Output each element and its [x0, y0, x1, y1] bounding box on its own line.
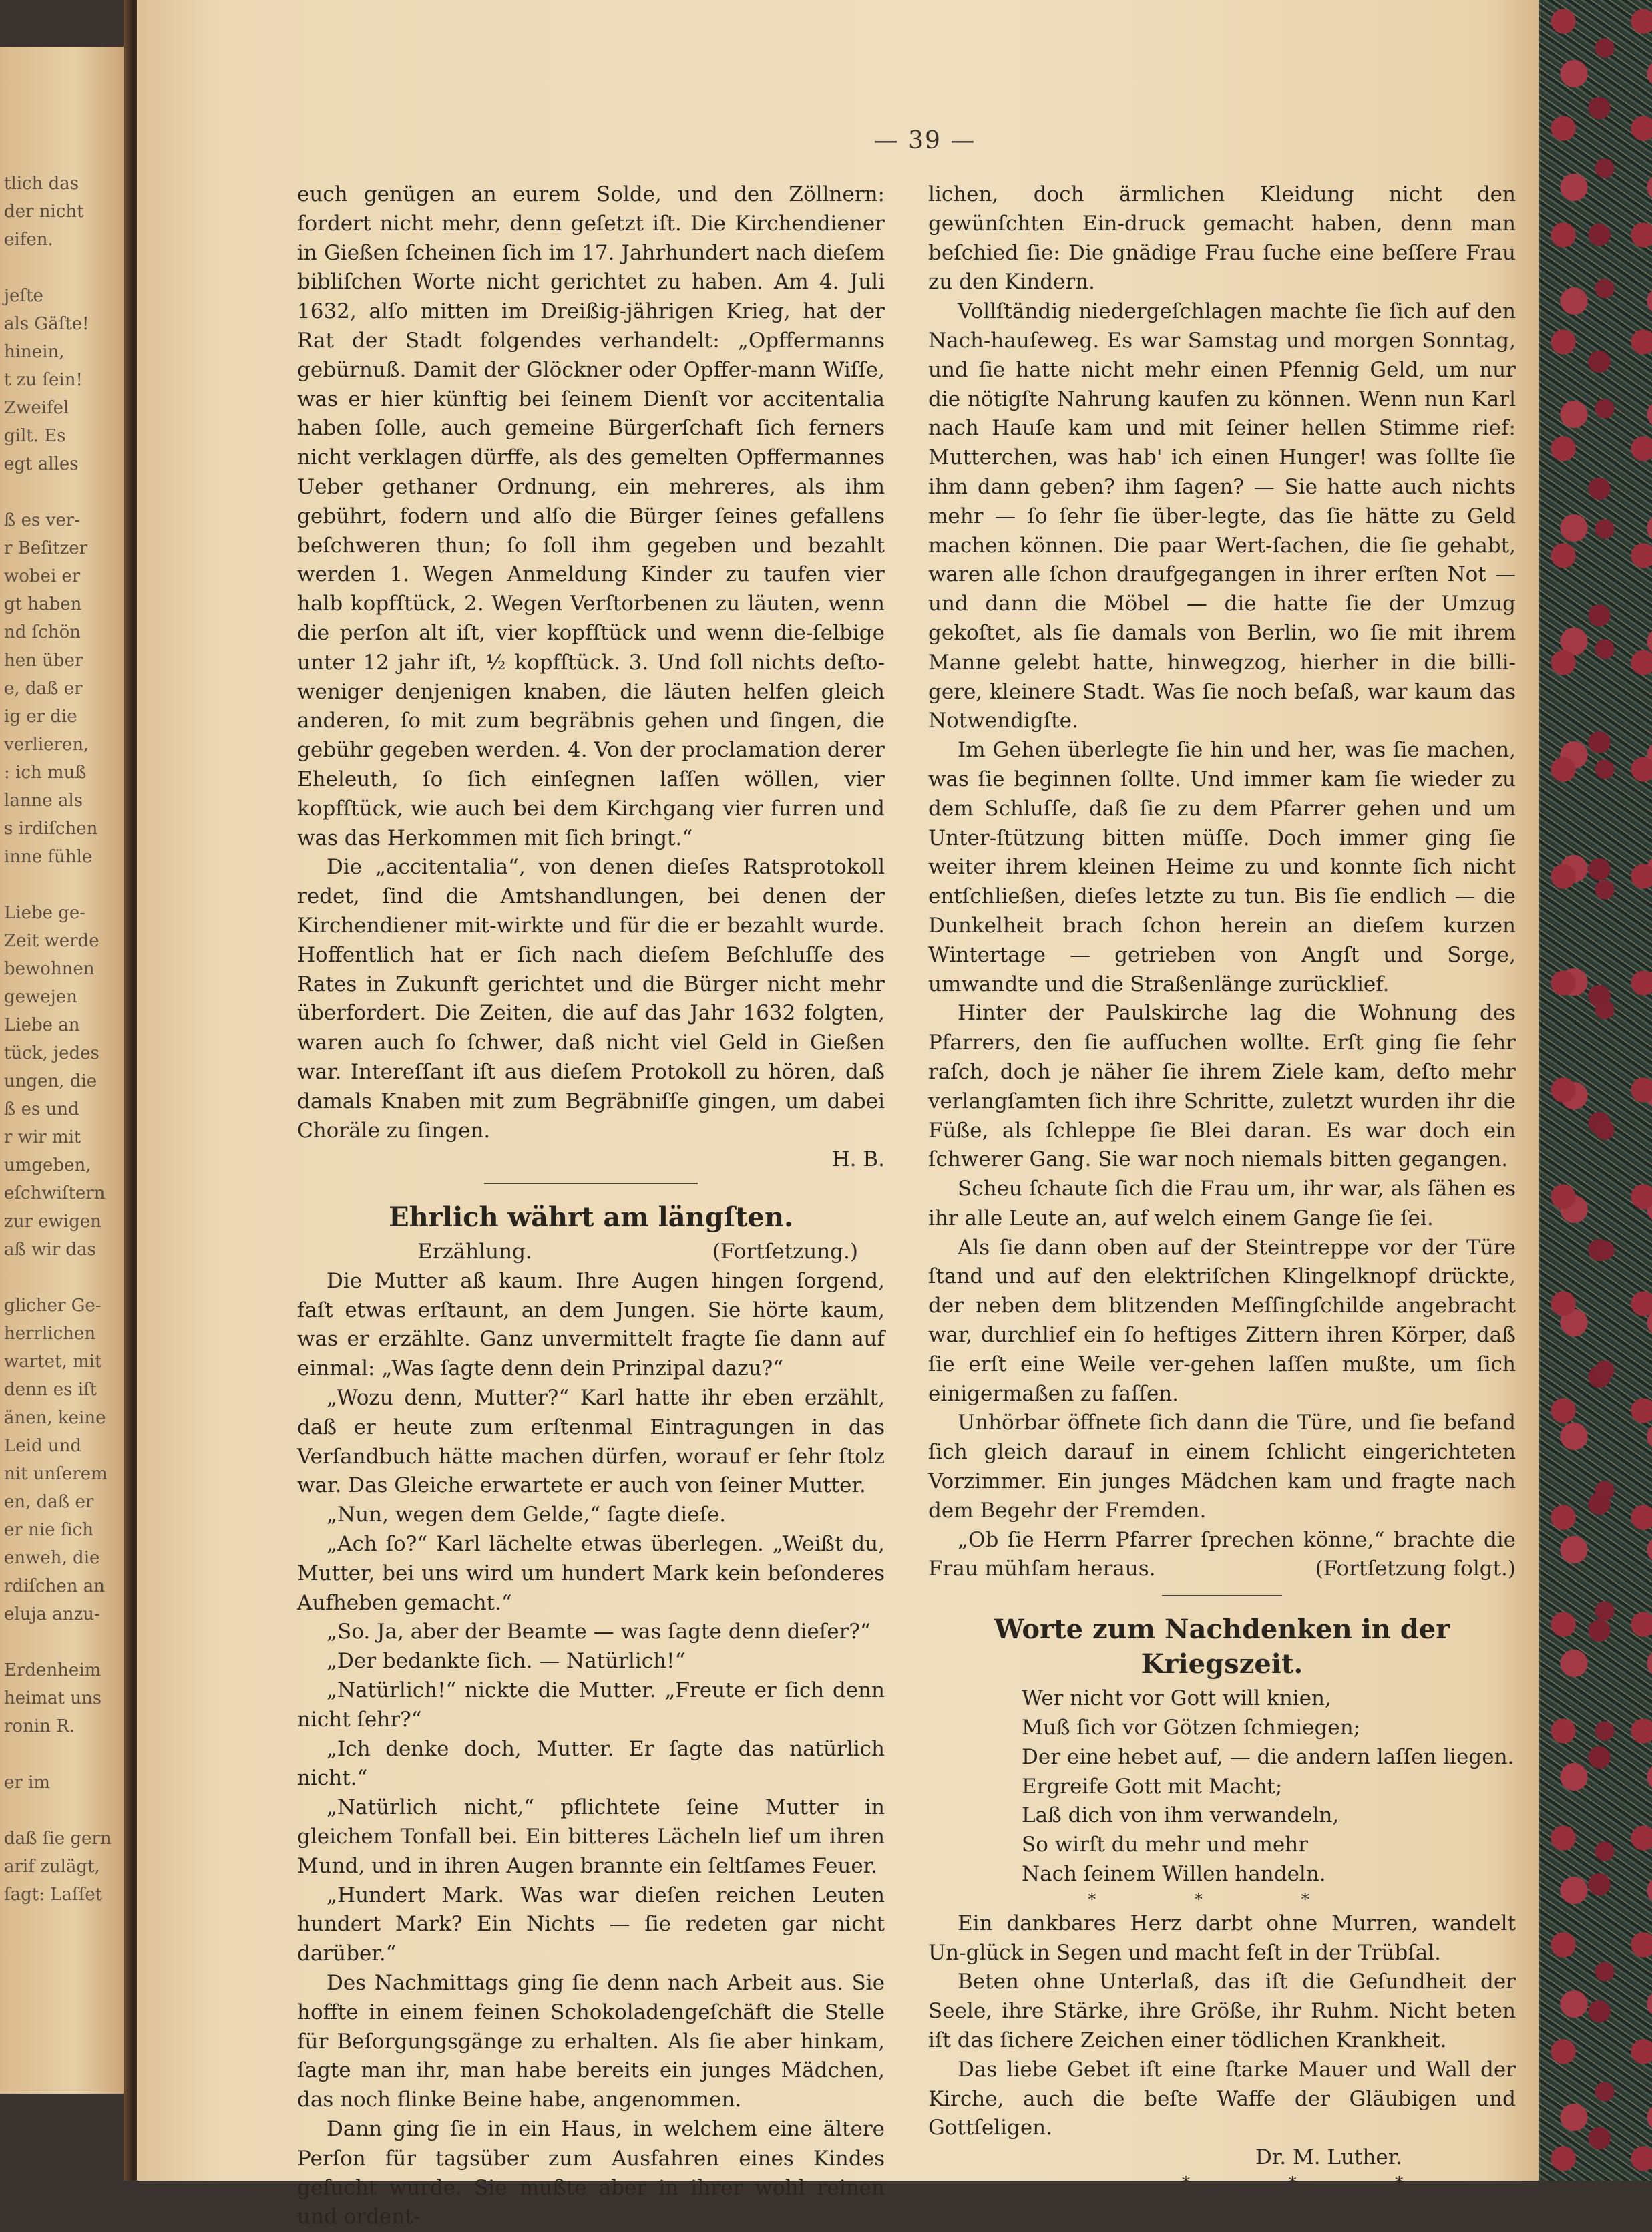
closing-text: [928, 1909, 1516, 2143]
left-page-text: arif zulägt,: [4, 1857, 100, 1877]
paragraph: Dann ging ſie in ein Haus, in welchem eine ältere Perſon für tagsüber zum Ausfahren eines Kindes geſucht wurde. Sie mußte aber in ihrer wohl reinen und ordent-: [297, 2117, 885, 2229]
left-page-text: denn es iſt: [4, 1380, 97, 1400]
left-page-text: umgeben,: [4, 1155, 91, 1175]
paragraph: Das liebe Gebet iſt eine ſtarke Mauer und Wall der Kirche, auch die beſte Waffe der Gläubigen und Gottſeligen.: [928, 2057, 1516, 2141]
left-page-text: glicher Ge-: [4, 1296, 101, 1316]
paragraph: Im Gehen überlegte ſie hin und her, was ſie machen, was ſie beginnen ſollte. Und immer kam ſie wieder zu dem Schluſſe, daß ſie zu dem Pfarrer gehen und um Unter-ſtützung bitten müſſe. Doch immer ging ſie weiter ihrem kleinen Heime zu und konnte ſich nicht entſchließen, dieſes letzte zu tun. Bis ſie endlich — die Dunkelheit brach ſchon herein an dieſem kurzen Wintertage — getrieben von Angſt und Sorge, umwandte und die Straßenlänge zurücklief.: [928, 738, 1516, 996]
closing-signature: Dr. M. Luther.: [1255, 2145, 1402, 2170]
left-page-text: wobei er: [4, 566, 81, 586]
to-be-continued: (Fortſetzung folgt.): [1315, 1557, 1516, 1582]
paragraph: „Der bedankte ſich. — Natürlich!“: [327, 1649, 686, 1674]
left-page-text: inne fühle: [4, 847, 93, 867]
left-page-text: tück, jedes: [4, 1043, 99, 1063]
poem-line: Laß dich von ihm verwandeln,: [1022, 1803, 1339, 1828]
left-page-text: hinein,: [4, 342, 65, 362]
left-page-text: jeſte: [4, 286, 43, 306]
page: [137, 0, 1539, 2229]
paragraph: Des Nachmittags ging ſie denn nach Arbeit aus. Sie hoffte in einem feinen Schokoladengeſchäft die Stelle für Beſorgungsgänge zu erhalten. Als ſie aber hinkam, ſagte man ihr, man habe bereits ein junges Mädchen, das noch flinke Beine habe, angenommen.: [297, 1971, 885, 2112]
left-page-text: eifen.: [4, 230, 53, 250]
left-page-text: zur ewigen: [4, 1212, 101, 1232]
paragraph: Ein dankbares Herz darbt ohne Murren, wandelt Un-glück in Segen und macht feſt in der Trübſal.: [928, 1911, 1516, 1965]
paragraph: „Wozu denn, Mutter?“ Karl hatte ihr eben erzählt, daß er heute zum erſtenmal Eintragungen in das Verſandbuch hätte machen dürfen, worauf er ſehr ſtolz war. Das Gleiche erwartete er auch von ſeiner Mutter.: [297, 1386, 885, 1498]
left-page-text: Liebe ge-: [4, 903, 86, 923]
paragraph: „Hundert Mark. Was war dieſen reichen Leuten hundert Mark? Ein Nichts — ſie redeten gar nicht darüber.“: [297, 1883, 885, 1966]
poem-line: Nach ſeinem Willen handeln.: [1022, 1862, 1326, 1887]
left-page-text: eluja anzu-: [4, 1604, 100, 1624]
left-page-text: t zu ſein!: [4, 370, 83, 390]
right-column: [928, 180, 1516, 2193]
left-page-text: ig er die: [4, 707, 77, 727]
paragraph: Die Mutter aß kaum. Ihre Augen hingen ſorgend, faſt etwas erſtaunt, an dem Jungen. Sie hörte kaum, was er erzählte. Ganz unvermittelt fragte ſie dann auf einmal: „Was ſagte denn dein Prinzipal dazu?“: [297, 1268, 885, 1381]
poem-line: Wer nicht vor Gott will knien,: [1022, 1686, 1331, 1711]
left-page-text: gt haben: [4, 594, 82, 614]
left-page-text: änen, keine: [4, 1408, 106, 1428]
poem-line: Muß ſich vor Götzen ſchmiegen;: [1022, 1716, 1361, 1740]
story-continued: (Fortſetzung.): [712, 1240, 858, 1264]
left-page-text: en, daß er: [4, 1492, 94, 1512]
story-title: Ehrlich währt am längſten.: [389, 1201, 793, 1234]
left-page-text: ronin R.: [4, 1716, 75, 1736]
last-line: „Ob ſie Herrn Pfarrer ſprechen könne,“ brachte die Frau mühſam heraus.: [928, 1527, 1516, 1582]
left-page-text: lanne als: [4, 791, 83, 811]
marbled-cover: [1539, 0, 1652, 2181]
paragraph: euch genügen an eurem Solde, und den Zöllnern: fordert nicht mehr, denn geſetzt iſt. Die Kirchendiener in Gießen ſcheinen ſich im 17. Jahrhundert nach dieſem bibliſchen Worte nicht gerichtet zu haben. Am 4. Juli 1632, alſo mitten im Dreißig-jährigen Krieg, hat der Rat der Stadt folgendes verhandelt: „Opffermanns gebürnuß. Damit der Glöckner oder Opffer-mann Wiſſe, was er hier künftig bei ſeinem Dienſt vor accitentalia haben ſolle, auch gemeine Bürgerſchaft ſich ferners nicht verklagen dürffe, als des gemelten Opffermannes Ueber gethaner Ordnung, ein mehreres, als ihm gebührt, fodern und alſo die Bürger ſeines gefallens beſchweren thun; ſo ſoll ihm gegeben und bezahlt werden 1. Wegen Anmeldung Kinder zu taufen vier halb kopfſtück, 2. Wegen Verſtorbenen zu läuten, wenn die perſon alt iſt, vier kopfſtück und wenn die-ſelbige unter 12 jahr iſt, ½ kopfſtück. 3. Und ſoll nichts deſto-weniger denjenigen knaben, die läuten helfen gleich anderen, ſo mit zum begräbnis gehen und ſingen, die gebühr gegeben werden. 4. Von der proclamation derer Eheleuth, ſo ſich einſegnen laſſen wöllen, vier kopfſtück, wie auch bei dem Kirchgang vier furren und was das Herkommen mit ſich bringt.“: [297, 182, 885, 850]
left-page-text: r wir mit: [4, 1127, 81, 1147]
left-page-text: tlich das: [4, 174, 79, 194]
divider: [484, 1183, 698, 1184]
paragraph: Die „accitentalia“, von denen dieſes Ratsprotokoll redet, ſind die Amtshandlungen, bei denen der Kirchendiener mit-wirkte und für die er bezahlt wurde. Hoffentlich hat er ſich nach dieſem Beſchluſſe des Rates in Zukunft gerichtet und die Bürger nicht mehr überfordert. Die Zeiten, die auf das Jahr 1632 folgten, waren auch ſo ſchwer, daß nicht viel Geld in Gießen war. Intereſſant iſt aus dieſem Protokoll zu hören, daß damals Knaben mit zum Begräbniſſe gingen, um dabei Choräle zu ſingen.: [297, 855, 885, 1143]
story-text: [928, 180, 1516, 1526]
left-page-text: als Gäſte!: [4, 314, 89, 334]
left-page-text: hen über: [4, 650, 83, 671]
left-page-text: gilt. Es: [4, 426, 66, 446]
left-page-text: der nicht: [4, 202, 84, 222]
left-page-text: : ich muß: [4, 763, 87, 783]
left-page-text: s irdiſchen: [4, 819, 98, 839]
paragraph: „Natürlich nicht,“ pflichtete ſeine Mutter in gleichem Tonfall bei. Ein bitteres Lächeln lief um ihren Mund, und in ihren Augen brannte ein ſeltſames Feuer.: [297, 1795, 885, 1878]
left-page-text: rdiſchen an: [4, 1576, 105, 1596]
paragraph: „Nun, wegen dem Gelde,“ ſagte dieſe.: [327, 1503, 727, 1527]
left-page-text: ſagt: Laſſet: [4, 1885, 103, 1905]
left-page-text: aß wir das: [4, 1240, 96, 1260]
paragraph: Beten ohne Unterlaß, das iſt die Geſundheit der Seele, ihre Stärke, ihre Größe, ihr Ruhm. Nicht beten iſt das ſichere Zeichen einer tödlichen Krankheit.: [928, 1970, 1516, 2053]
poem-line: Der eine hebet auf, — die andern laſſen liegen.: [1022, 1744, 1514, 1769]
paragraph: lichen, doch ärmlichen Kleidung nicht den gewünſchten Ein-druck gemacht haben, denn man beſchied ſie: Die gnädige Frau ſuche eine beſſere Frau zu den Kindern.: [928, 182, 1516, 295]
paragraph: „Ach ſo?“ Karl lächelte etwas überlegen. „Weißt du, Mutter, bei uns wird um hundert Mark kein beſonderes Aufheben gemacht.“: [297, 1532, 885, 1615]
divider: [1162, 1595, 1282, 1596]
paragraph: „Natürlich!“ nickte die Mutter. „Freute er ſich denn nicht ſehr?“: [297, 1678, 885, 1732]
story-text: [297, 1267, 885, 2232]
left-page-fragment: [0, 47, 124, 2094]
left-page-text: er im: [4, 1773, 51, 1793]
left-page-text: daß ſie gern: [4, 1829, 112, 1849]
paragraph: Vollſtändig niedergeſchlagen machte ſie ſich auf den Nach-hauſeweg. Es war Samstag und morgen Sonntag, und ſie hatte nicht mehr einen Pfennig Geld, um nur die nötigſte Nahrung kaufen zu können. Wenn nun Karl nach Hauſe kam und mit ſeiner hellen Stimme rief: Mutterchen, was hab' ich einen Hunger! was ſollte ſie ihm dann geben? ihm ſagen? — Sie hatte auch nichts mehr — ſo ſehr ſie über-legte, das ſie hätte zu Geld machen können. Die paar Wert-ſachen, die ſie gehabt, waren alle ſchon draufgegangen in ihrer erſten Not — und dann die Möbel — die hatte ſie der Umzug gekoſtet, als ſie damals von Berlin, wo ſie mit ihrem Manne gelebt hatte, hinwegzog, hierher in die billi-gere, kleinere Stadt. Was ſie noch beſaß, war kaum das Notwendigſte.: [928, 299, 1516, 733]
paragraph: Hinter der Paulskirche lag die Wohnung des Pfarrers, den ſie aufſuchen wollte. Erſt ging ſie ſehr raſch, doch je näher ſie ihrem Ziele kam, deſto mehr verlangſamten ſich ihre Schritte, zuletzt wurden ihr die Füße, als ſchleppe ſie Blei daran. Es war doch ein ſchwerer Gang. Sie war noch niemals bitten gegangen.: [928, 1001, 1516, 1172]
left-page-text: gewejen: [4, 987, 77, 1007]
end-stars: * * *: [1182, 2173, 1450, 2192]
paragraph: Unhörbar öffnete ſich dann die Türe, und ſie befand ſich gleich darauf in einem ſchlicht eingerichteten Vorzimmer. Ein junges Mädchen kam und fragte nach dem Begehr der Fremden.: [928, 1411, 1516, 1523]
paragraph: Als ſie dann oben auf der Steintreppe vor der Türe ſtand und auf den elektriſchen Klingelknopf drückte, der neben dem blitzenden Meſſingſchilde angebracht war, durchlief ein ſo heftiges Zittern ihren Körper, daß ſie erſt eine Weile ver-gehen laſſen mußte, um ſich einigermaßen zu faſſen.: [928, 1235, 1516, 1406]
left-page-text: er nie ſich: [4, 1520, 94, 1540]
left-page-text: Zeit werde: [4, 931, 99, 951]
paragraph: „So. Ja, aber der Beamte — was ſagte denn dieſer?“: [327, 1620, 871, 1644]
story-subtitle: [297, 1238, 885, 1267]
left-page-text: bewohnen: [4, 959, 95, 979]
poem-title: Worte zum Nachdenken in der Kriegszeit.: [994, 1614, 1450, 1680]
page-number: — 39 —: [873, 127, 976, 154]
poem-line: Ergreife Gott mit Macht;: [1022, 1774, 1283, 1799]
left-page-text: verlieren,: [4, 735, 89, 755]
left-page-text: ungen, die: [4, 1071, 97, 1091]
left-page-text: Liebe an: [4, 1015, 80, 1035]
left-page-text: nit unſerem: [4, 1464, 108, 1484]
left-page-text: Erdenheim: [4, 1660, 101, 1680]
left-page-text: ß es und: [4, 1099, 79, 1119]
left-page-text: herrlichen: [4, 1324, 96, 1344]
poem-line: So wirſt du mehr und mehr: [1022, 1833, 1309, 1857]
paragraph: [928, 1526, 1516, 1585]
paragraph: Scheu ſchaute ſich die Frau um, ihr war, als ſähen es ihr alle Leute an, auf welch einem Gange ſie ſei.: [928, 1177, 1516, 1230]
left-page-text: wartet, mit: [4, 1352, 102, 1372]
paragraph: „Ich denke doch, Mutter. Er ſagte das natürlich nicht.“: [297, 1736, 885, 1791]
left-page-text: Leid und: [4, 1436, 82, 1456]
poem: [928, 1684, 1516, 1889]
left-page-text: eſchwiſtern: [4, 1183, 106, 1203]
signature: H. B.: [831, 1147, 885, 1172]
left-page-text: ß es ver-: [4, 510, 80, 530]
left-column: [297, 180, 885, 2232]
left-page-text: r Beſitzer: [4, 538, 88, 558]
left-page-text: heimat uns: [4, 1688, 102, 1708]
left-page-text: e, daß er: [4, 679, 83, 699]
left-page-text: enweh, die: [4, 1548, 100, 1568]
left-page-text: nd ſchön: [4, 622, 81, 642]
separator-stars: * * *: [1088, 1889, 1356, 1909]
left-page-text: Zweifel: [4, 398, 69, 418]
story-genre: Erzählung.: [417, 1240, 532, 1264]
left-page-text: egt alles: [4, 454, 79, 474]
